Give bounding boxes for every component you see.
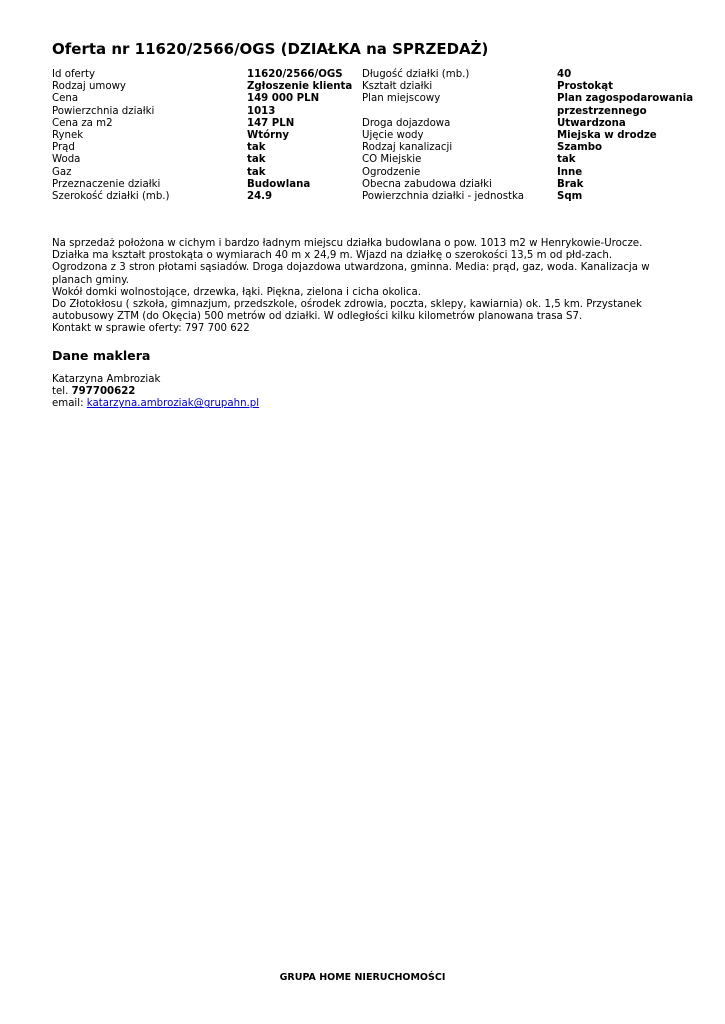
phone-prefix: tel. [52, 386, 69, 398]
detail-value: 24.9 [247, 191, 273, 203]
detail-label: Prąd [52, 142, 75, 154]
detail-row [52, 179, 362, 191]
detail-value: Szambo [557, 142, 603, 154]
detail-value: tak [247, 166, 266, 178]
detail-value: Sqm [557, 191, 583, 203]
detail-label: Kształt działki [362, 81, 433, 93]
page-title: Oferta nr 11620/2566/OGS (DZIAŁKA na SPRZEDAŻ) [52, 40, 489, 58]
detail-row [362, 179, 702, 191]
detail-row [52, 81, 362, 93]
detail-value: tak [247, 154, 266, 166]
detail-row [52, 106, 362, 118]
broker-phone: 797700622 [71, 386, 136, 398]
detail-row [52, 167, 362, 179]
detail-label: Cena [52, 93, 79, 105]
detail-value: 40 [557, 69, 572, 80]
description-paragraph: Wokół domki wolnostojące, drzewka, łąki. Piękna, zielona i cicha okolica. [52, 286, 421, 298]
detail-value: Brak [557, 178, 584, 190]
broker-info [52, 374, 259, 411]
detail-row [362, 118, 702, 130]
email-prefix: email: [52, 398, 84, 410]
detail-value: tak [247, 142, 266, 154]
detail-row [362, 191, 702, 203]
offer-description [52, 238, 667, 336]
detail-row [52, 118, 362, 130]
detail-value: Zgłoszenie klienta [247, 81, 353, 93]
detail-value: 147 PLN [247, 117, 295, 129]
detail-row [52, 69, 362, 81]
footer-company-name: GRUPA HOME NIERUCHOMOŚCI [279, 972, 446, 983]
details-column-right [362, 69, 702, 203]
detail-row [362, 81, 702, 93]
detail-value: 1013 [247, 105, 276, 117]
detail-row [362, 93, 702, 117]
detail-value: Utwardzona [557, 117, 626, 129]
detail-label: Rodzaj umowy [52, 81, 126, 93]
detail-label: Plan miejscowy [362, 93, 441, 105]
description-paragraph: Kontakt w sprawie oferty: 797 700 622 [52, 323, 250, 335]
detail-row [52, 191, 362, 203]
detail-label: Powierzchnia działki - jednostka [362, 191, 524, 203]
detail-label: Powierzchnia działki [52, 105, 155, 117]
detail-row [362, 69, 702, 81]
detail-row [362, 154, 702, 166]
detail-value: Budowlana [247, 178, 311, 190]
detail-label: Długość działki (mb.) [362, 69, 470, 80]
detail-label: Gaz [52, 166, 72, 178]
detail-row [52, 142, 362, 154]
broker-phone-line [52, 386, 259, 398]
detail-label: Obecna zabudowa działki [362, 178, 492, 190]
broker-email-line [52, 398, 259, 410]
detail-label: Id oferty [52, 69, 96, 80]
detail-row [362, 167, 702, 179]
detail-value: tak [557, 154, 576, 166]
detail-value: 11620/2566/OGS [247, 69, 343, 80]
detail-label: Szerokość działki (mb.) [52, 191, 170, 203]
detail-label: CO Miejskie [362, 154, 422, 166]
detail-row [362, 130, 702, 142]
detail-row [52, 130, 362, 142]
detail-value: Inne [557, 166, 583, 178]
detail-value: Prostokąt [557, 81, 613, 93]
detail-value: Miejska w drodze [557, 130, 657, 142]
detail-label: Woda [52, 154, 81, 166]
detail-row [52, 93, 362, 105]
broker-heading: Dane maklera [52, 348, 151, 363]
detail-label: Ujęcie wody [362, 130, 424, 142]
details-column-left [52, 69, 362, 203]
detail-label: Rynek [52, 130, 84, 142]
detail-label: Cena za m2 [52, 117, 113, 129]
detail-label: Ogrodzenie [362, 166, 421, 178]
broker-email-link[interactable]: katarzyna.ambroziak@grupahn.pl [86, 398, 260, 410]
detail-label: Rodzaj kanalizacji [362, 142, 453, 154]
description-paragraph: Na sprzedaż położona w cichym i bardzo ładnym miejscu działka budowlana o pow. 1013 m2 w Henrykowie-Urocze. Działka ma kształt prostokąta o wymiarach 40 m x 24,9 m. Wjazd na działkę o szerokości 13,5 m od płd-zach. Ogrodzona z 3 stron płotami sąsiadów. Droga dojazdowa utwardzona, gminna. Media: prąd, gaz, woda. Kanalizacja w planach gminy. [52, 238, 650, 286]
detail-row [52, 154, 362, 166]
detail-value: Plan zagospodarowania przestrzennego [557, 93, 694, 117]
detail-label: Przeznaczenie działki [52, 178, 161, 190]
detail-row [362, 142, 702, 154]
detail-label: Droga dojazdowa [362, 117, 451, 129]
description-paragraph: Do Złotokłosu ( szkoła, gimnazjum, przedszkole, ośrodek zdrowia, poczta, sklepy, kawiarnia) ok. 1,5 km. Przystanek autobusowy ZTM (do Okęcia) 500 metrów od działki. W odległości kilku kilometrów planowana trasa S7. [52, 299, 642, 323]
detail-value: Wtórny [247, 130, 290, 142]
broker-name: Katarzyna Ambroziak [52, 374, 161, 385]
detail-value: 149 000 PLN [247, 93, 320, 105]
